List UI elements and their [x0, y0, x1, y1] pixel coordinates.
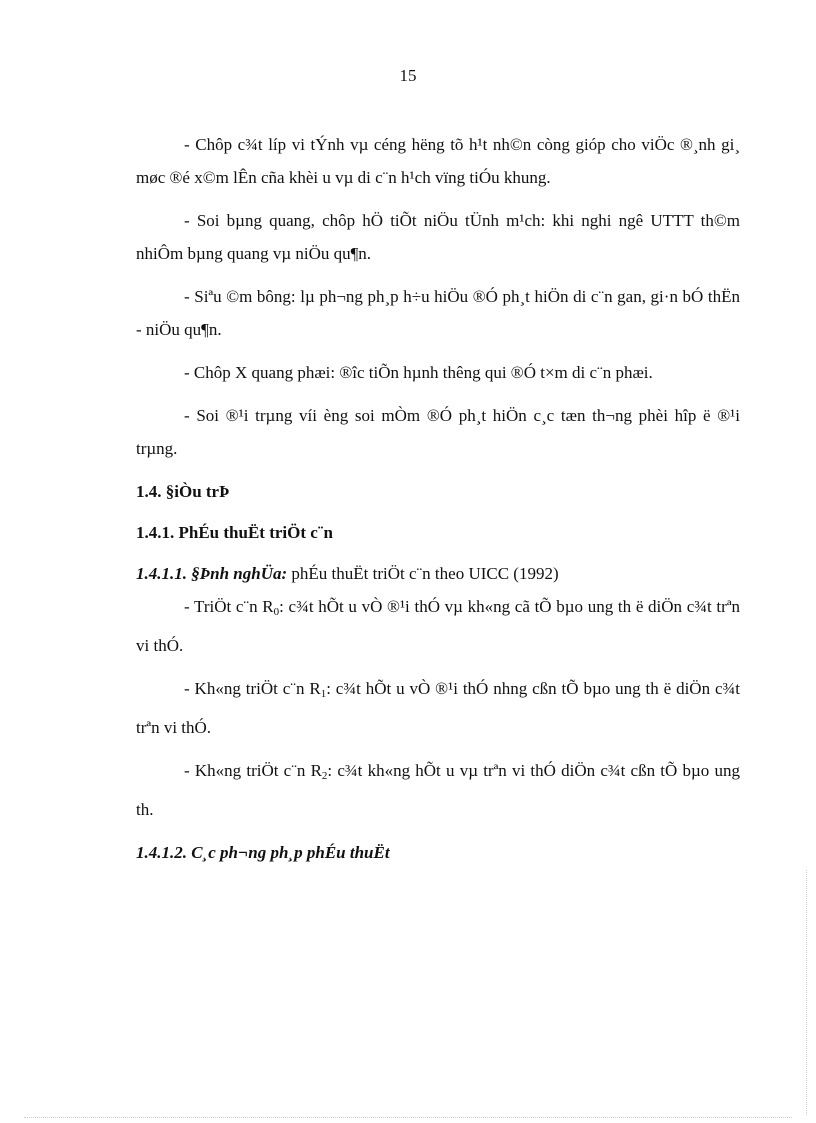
list-item-text: : c¾t hÕt u vÒ ®¹i thÓ vµ kh«ng cã tÕ bµo ung th ë diÖn c¾t trªn vi thÓ. [136, 597, 741, 655]
list-item-subscript: 1 [320, 688, 327, 700]
list-item-text: : c¾t hÕt u vÒ ®¹i thÓ nhng cßn tÕ bµo ung th ë diÖn c¾t trªn vi thÓ. [136, 679, 741, 737]
paragraph: - Soi ®¹i trµng víi èng soi mÒm ®Ó ph¸t hiÖn c¸c tæn th¬ng phèi hîp ë ®¹i trµng. [136, 406, 740, 458]
definition-line [136, 557, 740, 590]
page-bottom-border [24, 1117, 792, 1118]
page-number: 15 [399, 66, 417, 85]
section-heading-text: 1.4.1.2. C¸c ph¬ng ph¸p phÉu thuËt [136, 843, 390, 862]
list-item-text: : c¾t kh«ng hÕt u vµ trªn vi thÓ diÖn c¾t cßn tÕ bµo ung th. [136, 761, 740, 819]
list-item-prefix: - Kh«ng triÖt c¨n R [184, 679, 321, 698]
page-right-border [806, 870, 807, 1115]
list-item-subscript: 2 [321, 770, 328, 782]
list-item-subscript: 0 [273, 606, 280, 618]
paragraph: - Chôp c¾t líp vi tÝnh vµ céng hëng tõ h¹t nh©n còng gióp cho viÖc ®¸nh gi¸ møc ®é x©m lÊn cña khèi u vµ di c¨n h¹ch vïng tiÓu khung. [136, 135, 740, 187]
list-item-prefix: - TriÖt c¨n R [184, 597, 274, 616]
list-item [136, 590, 740, 662]
list-item-prefix: - Kh«ng triÖt c¨n R [184, 761, 322, 780]
paragraph: - Siªu ©m bông: lµ ph¬ng ph¸p h÷u hiÖu ®Ó ph¸t hiÖn di c¨n gan, gi·n bÓ thËn - niÖu qu¶n. [136, 287, 740, 339]
paragraph: - Soi bµng quang, chôp hÖ tiÕt niÖu tÜnh m¹ch: khi nghi ngê UTTT th©m nhiÔm bµng quang vµ niÖu qu¶n. [136, 211, 740, 263]
section-heading-1-4-1-2 [136, 836, 740, 869]
definition-text: phÉu thuËt triÖt c¨n theo UICC (1992) [287, 564, 559, 583]
paragraph: - Chôp X quang phæi: ®îc tiÕn hµnh thêng qui ®Ó t×m di c¨n phæi. [184, 363, 653, 382]
section-heading-1-4: 1.4. §iÒu trÞ [136, 482, 230, 501]
list-item [136, 672, 740, 744]
list-item [136, 754, 740, 826]
definition-label: 1.4.1.1. §Þnh nghÜa: [136, 564, 288, 583]
section-heading-1-4-1: 1.4.1. PhÉu thuËt triÖt c¨n [136, 523, 333, 542]
document-body [136, 128, 740, 869]
